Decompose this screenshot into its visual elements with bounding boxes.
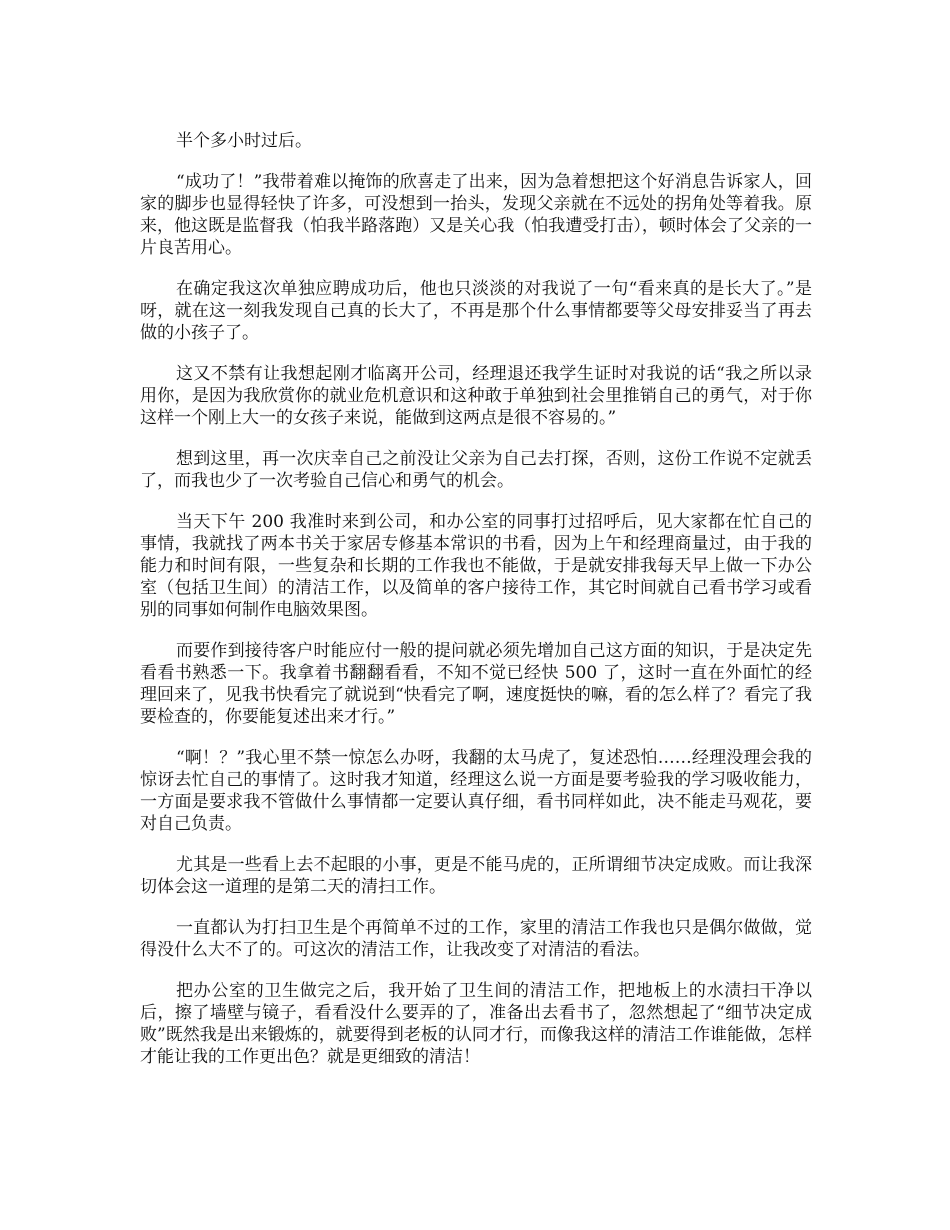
paragraph: “啊！？”我心里不禁一惊怎么办呀，我翻的太马虎了，复述恐怕……经理没理会我的惊讶去忙自己的事情了。这时我才知道，经理这么说一方面是要考验我的学习吸收能力，一方面是要求我不管做什么事情都一定要认真仔细，看书同样如此，决不能走马观花，要对自己负责。 — [140, 748, 812, 834]
paragraph: 在确定我这次单独应聘成功后，他也只淡淡的对我说了一句“看来真的是长大了。”是呀，就在这一刻我发现自己真的长大了，不再是那个什么事情都要等父母安排妥当了再去做的小孩子了。 — [140, 279, 812, 343]
paragraph: 一直都认为打扫卫生是个再简单不过的工作，家里的清洁工作我也只是偶尔做做，觉得没什么大不了的。可这次的清洁工作，让我改变了对清洁的看法。 — [140, 918, 812, 960]
paragraph: 这又不禁有让我想起刚才临离开公司，经理退还我学生证时对我说的话“我之所以录用你，是因为我欣赏你的就业危机意识和这种敢于单独到社会里推销自己的勇气，对于你这样一个刚上大一的女孩子来说，能做到这两点是很不容易的。” — [140, 364, 812, 428]
paragraph: “成功了！”我带着难以掩饰的欣喜走了出来，因为急着想把这个好消息告诉家人，回家的脚步也显得轻快了许多，可没想到一抬头，发现父亲就在不远处的拐角处等着我。原来，他这既是监督我（怕我半路落跑）又是关心我（怕我遭受打击），顿时体会了父亲的一片良苦用心。 — [140, 172, 812, 258]
paragraph: 当天下午 200 我准时来到公司，和办公室的同事打过招呼后，见大家都在忙自己的事情，我就找了两本书关于家居专修基本常识的书看，因为上午和经理商量过，由于我的能力和时间有限，一些复杂和长期的工作我也不能做，于是就安排我每天早上做一下办公室（包括卫生间）的清洁工作，以及简单的客户接待工作，其它时间就自己看书学习或看别的同事如何制作电脑效果图。 — [140, 512, 812, 620]
document-body — [140, 130, 812, 1087]
paragraph: 而要作到接待客户时能应付一般的提问就必须先增加自己这方面的知识，于是决定先看看书熟悉一下。我拿着书翻翻看看，不知不觉已经快 500 了，这时一直在外面忙的经理回来了，见我书快看完了就说到“快看完了啊，速度挺快的嘛，看的怎么样了？看完了我要检查的，你要能复述出来才行。” — [140, 641, 812, 727]
paragraph: 半个多小时过后。 — [176, 131, 312, 151]
paragraph: 尤其是一些看上去不起眼的小事，更是不能马虎的，正所谓细节决定成败。而让我深切体会这一道理的是第二天的清扫工作。 — [140, 855, 812, 897]
paragraph: 把办公室的卫生做完之后，我开始了卫生间的清洁工作，把地板上的水渍扫干净以后，擦了墙壁与镜子，看看没什么要弄的了，准备出去看书了，忽然想起了“细节决定成败”既然我是出来锻炼的，就要得到老板的认同才行，而像我这样的清洁工作谁能做，怎样才能让我的工作更出色？就是更细致的清洁！ — [140, 981, 812, 1067]
paragraph: 想到这里，再一次庆幸自己之前没让父亲为自己去打探，否则，这份工作说不定就丢了，而我也少了一次考验自己信心和勇气的机会。 — [140, 449, 812, 491]
